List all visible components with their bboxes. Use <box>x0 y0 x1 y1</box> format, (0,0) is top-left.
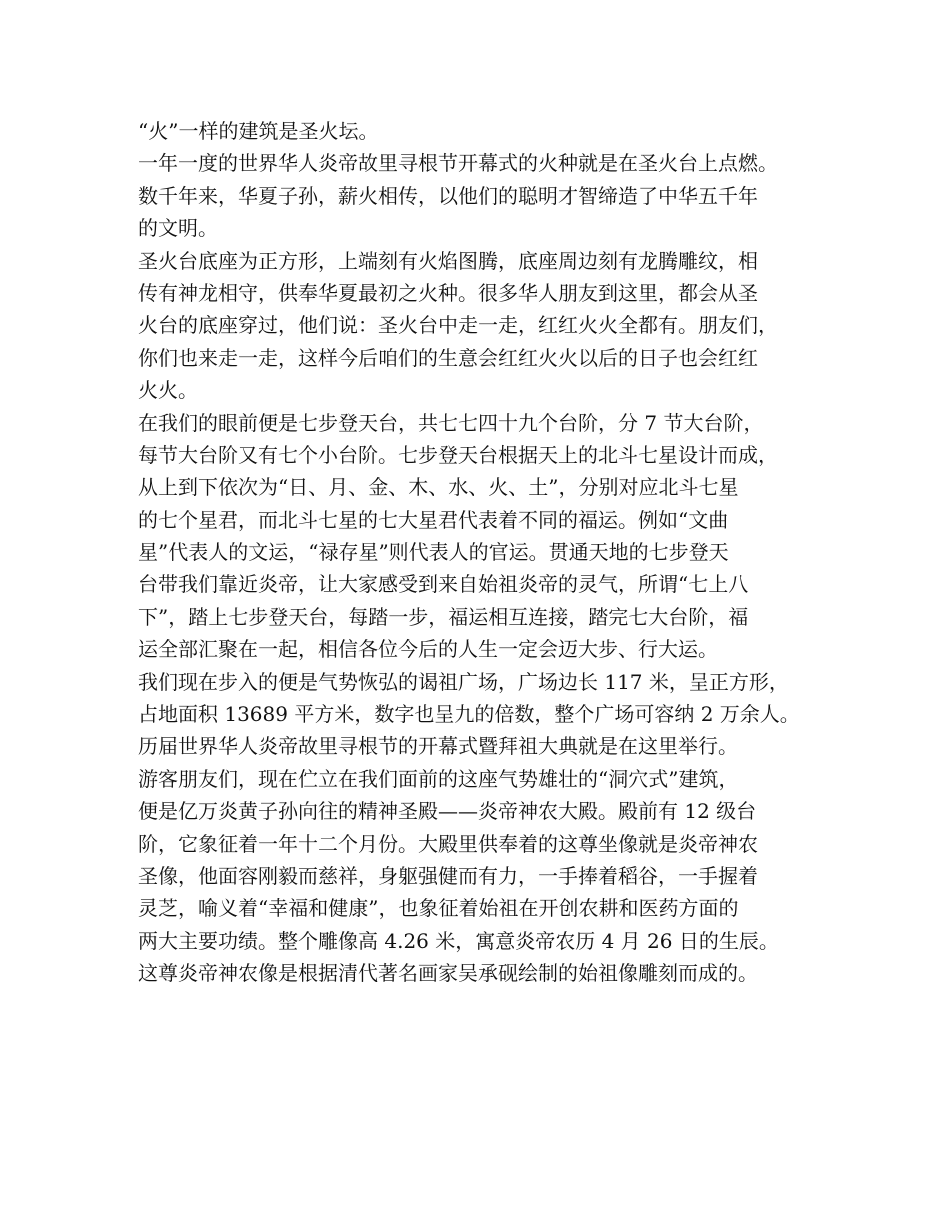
text-line: 台带我们靠近炎帝，让大家感受到来自始祖炎帝的灵气，所谓“七上八 <box>138 572 749 597</box>
text-line: 圣火台底座为正方形，上端刻有火焰图腾，底座周边刻有龙腾雕纹，相 <box>138 248 758 273</box>
text-line: 下”，踏上七步登天台，每踏一步，福运相互连接，踏完七大台阶，福 <box>138 604 749 629</box>
text-line: 圣像，他面容刚毅而慈祥，身躯强健而有力，一手捧着稻谷，一手握着 <box>138 863 758 888</box>
text-line: 数千年来，华夏子孙，薪火相传，以他们的聪明才智缔造了中华五千年 <box>138 183 758 208</box>
text-line: 灵芝，喻义着“幸福和健康”，也象征着始祖在开创农耕和医药方面的 <box>138 896 739 921</box>
text-line: 火台的底座穿过，他们说：圣火台中走一走，红红火火全都有。朋友们， <box>138 313 778 338</box>
text-line: 每节大台阶又有七个小台阶。七步登天台根据天上的北斗七星设计而成， <box>138 442 778 467</box>
text-line: 便是亿万炎黄子孙向往的精神圣殿——炎帝神农大殿。殿前有 12 级台 <box>138 799 757 824</box>
text-line: 从上到下依次为“日、月、金、木、水、火、土”，分别对应北斗七星 <box>138 475 739 500</box>
text-line: 的七个星君，而北斗七星的七大星君代表着不同的福运。例如“文曲 <box>138 507 729 532</box>
body-text <box>138 115 838 990</box>
text-line: 星”代表人的文运，“禄存星”则代表人的官运。贯通天地的七步登天 <box>138 540 729 565</box>
text-line: 在我们的眼前便是七步登天台，共七七四十九个台阶，分 7 节大台阶， <box>138 410 764 435</box>
text-line: 占地面积 13689 平方米，数字也呈九的倍数，整个广场可容纳 2 万余人。 <box>138 702 800 727</box>
text-line: 的文明。 <box>138 216 218 241</box>
text-line: 一年一度的世界华人炎帝故里寻根节开幕式的火种就是在圣火台上点燃。 <box>138 151 778 176</box>
text-line: 这尊炎帝神农像是根据清代著名画家吴承砚绘制的始祖像雕刻而成的。 <box>138 961 758 986</box>
text-line: “火”一样的建筑是圣火坛。 <box>138 119 379 143</box>
text-line: 火火。 <box>138 378 198 403</box>
text-line: 阶，它象征着一年十二个月份。大殿里供奉着的这尊坐像就是炎帝神农 <box>138 831 758 856</box>
text-line: 历届世界华人炎帝故里寻根节的开幕式暨拜祖大典就是在这里举行。 <box>138 734 738 759</box>
text-line: 你们也来走一走，这样今后咱们的生意会红红火火以后的日子也会红红 <box>138 345 758 370</box>
text-line: 我们现在步入的便是气势恢弘的谒祖广场，广场边长 117 米，呈正方形， <box>138 669 789 694</box>
text-line: 游客朋友们，现在伫立在我们面前的这座气势雄壮的“洞穴式”建筑， <box>138 766 739 791</box>
text-line: 两大主要功绩。整个雕像高 4.26 米，寓意炎帝农历 4 月 26 日的生辰。 <box>138 928 779 953</box>
text-line: 传有神龙相守，供奉华夏最初之火种。很多华人朋友到这里，都会从圣 <box>138 280 758 305</box>
text-line: 运全部汇聚在一起，相信各位今后的人生一定会迈大步、行大运。 <box>138 637 718 662</box>
